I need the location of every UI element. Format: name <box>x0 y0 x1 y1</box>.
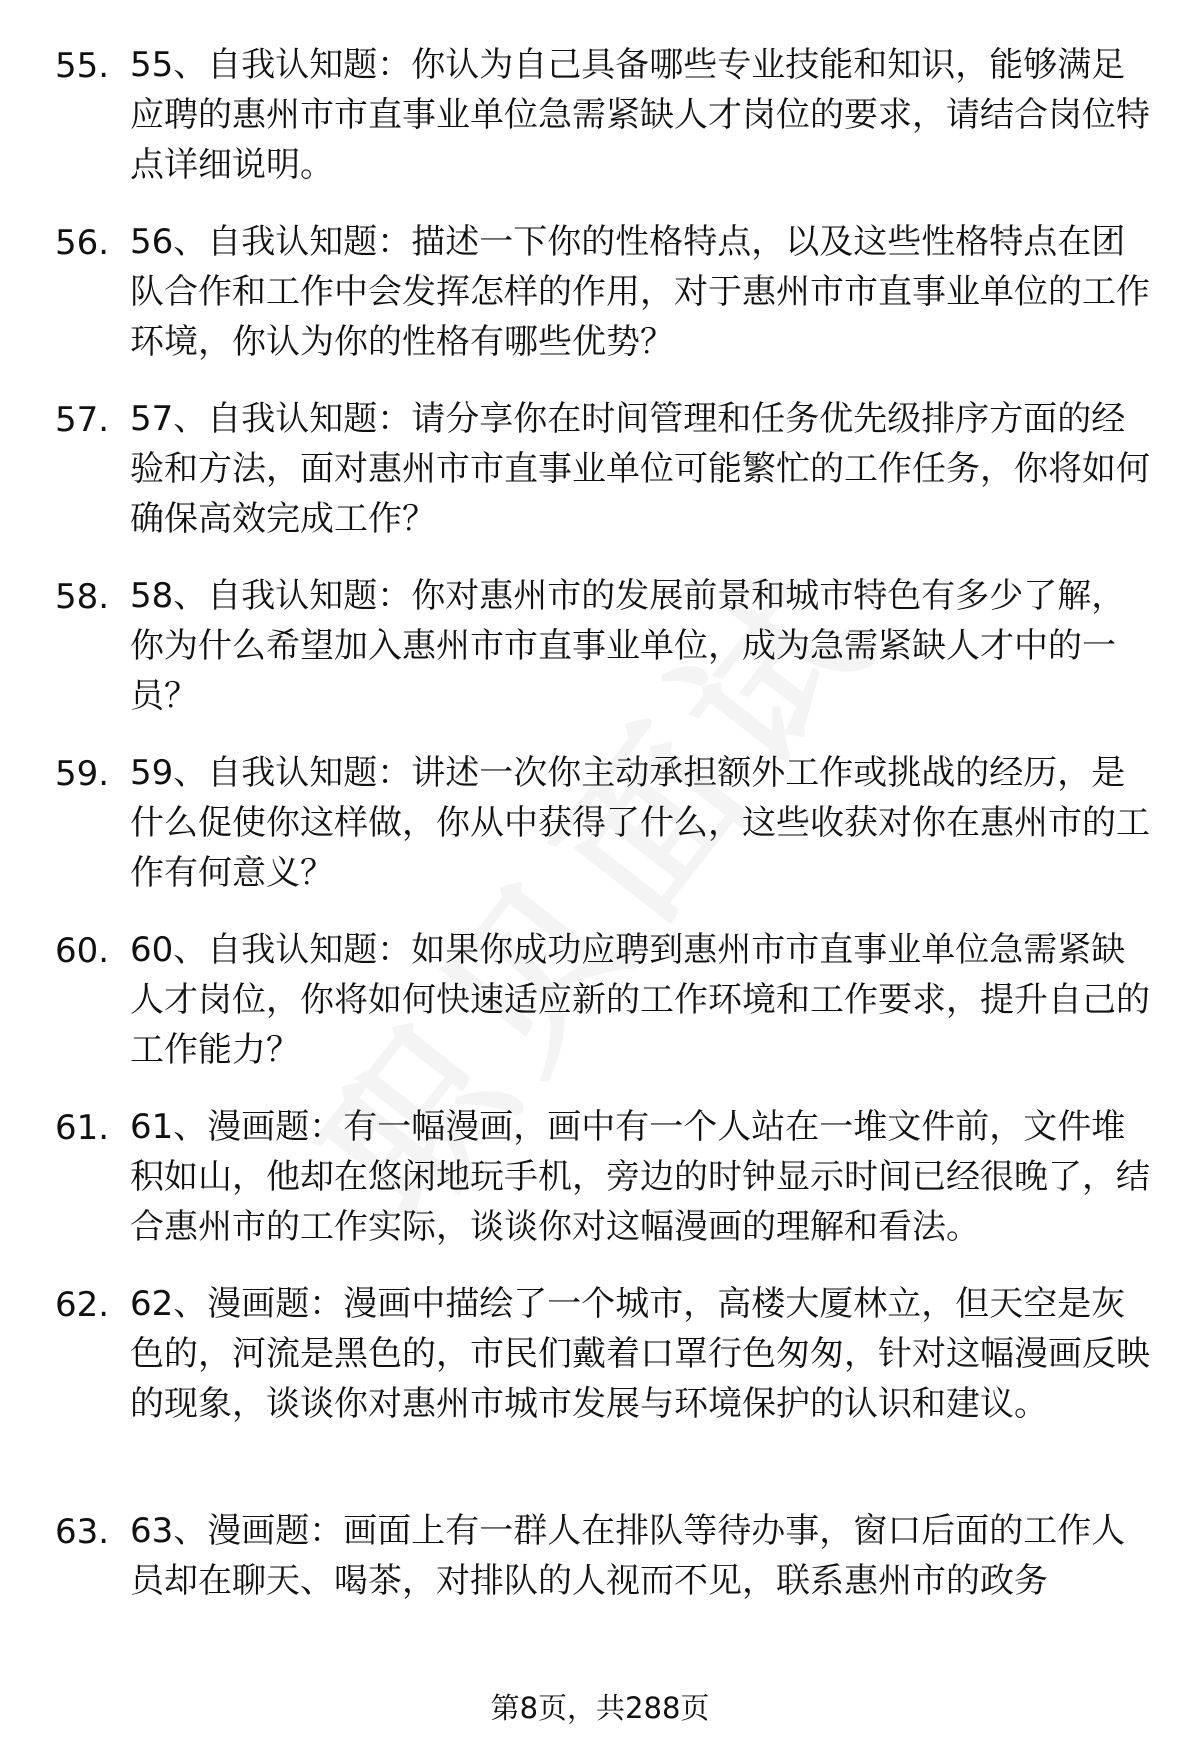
question-text: 62、漫画题：漫画中描绘了一个城市，高楼大厦林立，但天空是灰色的，河流是黑色的，市民们戴着口罩行色匆匆，针对这幅漫画反映的现象，谈谈你对惠州市城市发展与环境保护的认识和建议。 <box>130 1284 1150 1424</box>
question-number: 62. <box>55 1285 110 1325</box>
question-number: 56. <box>55 223 110 263</box>
question-number: 60. <box>55 931 110 971</box>
question-number: 63. <box>55 1512 110 1552</box>
page-footer: 第8页，共288页 <box>490 1691 710 1725</box>
question-text: 58、自我认知题：你对惠州市的发展前景和城市特色有多少了解，你为什么希望加入惠州市市直事业单位，成为急需紧缺人才中的一员？ <box>130 576 1126 716</box>
question-number: 58. <box>55 577 110 617</box>
question-number: 61. <box>55 1108 110 1148</box>
question-number: 59. <box>55 754 110 794</box>
question-text: 63、漫画题：画面上有一群人在排队等待办事，窗口后面的工作人员却在聊天、喝茶，对排队的人视而不见，联系惠州市的政务 <box>130 1511 1126 1601</box>
question-text: 56、自我认知题：描述一下你的性格特点，以及这些性格特点在团队合作和工作中会发挥怎样的作用，对于惠州市市直事业单位的工作环境，你认为你的性格有哪些优势？ <box>130 222 1150 362</box>
question-text: 55、自我认知题：你认为自己具备哪些专业技能和知识，能够满足应聘的惠州市市直事业单位急需紧缺人才岗位的要求，请结合岗位特点详细说明。 <box>130 45 1150 185</box>
question-text: 60、自我认知题：如果你成功应聘到惠州市市直事业单位急需紧缺人才岗位，你将如何快速适应新的工作环境和工作要求，提升自己的工作能力？ <box>130 930 1150 1070</box>
question-text: 57、自我认知题：请分享你在时间管理和任务优先级排序方面的经验和方法，面对惠州市市直事业单位可能繁忙的工作任务，你将如何确保高效完成工作？ <box>130 399 1150 539</box>
question-text: 59、自我认知题：讲述一次你主动承担额外工作或挑战的经历，是什么促使你这样做，你从中获得了什么，这些收获对你在惠州市的工作有何意义？ <box>130 753 1150 893</box>
question-text: 61、漫画题：有一幅漫画，画中有一个人站在一堆文件前，文件堆积如山，他却在悠闲地玩手机，旁边的时钟显示时间已经很晚了，结合惠州市的工作实际，谈谈你对这幅漫画的理解和看法。 <box>130 1107 1150 1247</box>
question-number: 57. <box>55 400 110 440</box>
question-number: 55. <box>55 46 110 86</box>
